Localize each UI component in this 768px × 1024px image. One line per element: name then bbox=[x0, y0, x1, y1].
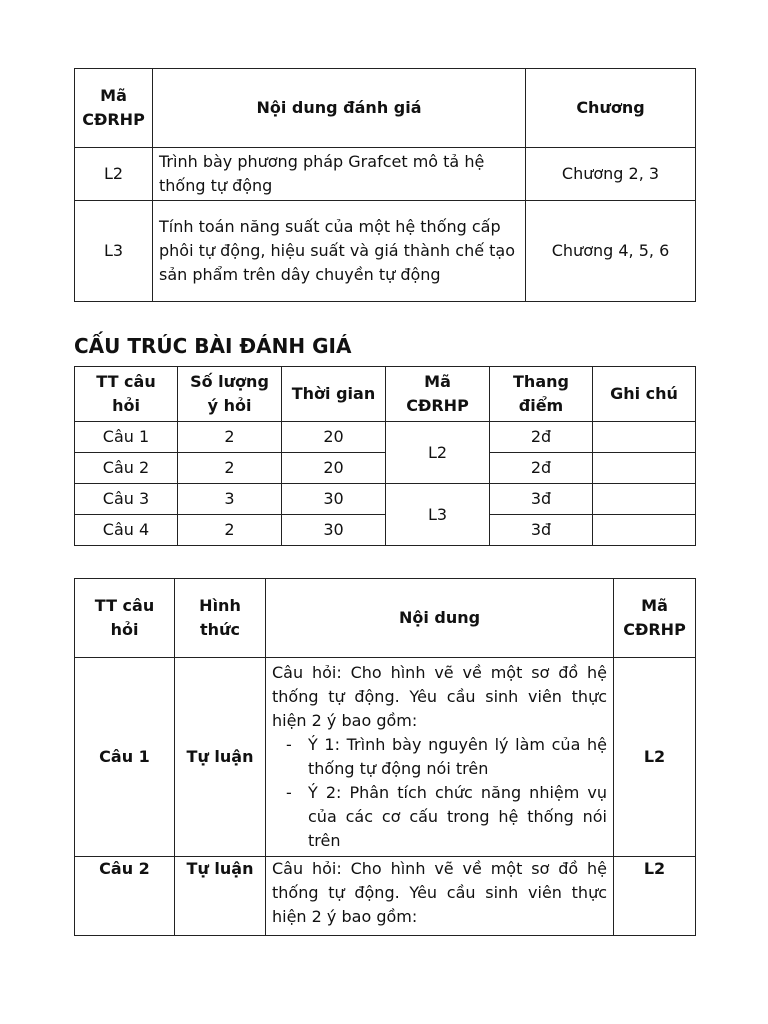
cell-question: Câu 2 bbox=[75, 453, 178, 484]
header-note: Ghi chú bbox=[593, 367, 696, 422]
cell-question: Câu 3 bbox=[75, 484, 178, 515]
cell-form: Tự luận bbox=[175, 658, 266, 857]
cell-code: L2 bbox=[614, 857, 696, 936]
cell-question: Câu 1 bbox=[75, 658, 175, 857]
table-row bbox=[75, 422, 696, 453]
header-chapter: Chương bbox=[526, 69, 696, 148]
header-code: Mã CĐRHP bbox=[386, 367, 490, 422]
cell-count: 2 bbox=[178, 453, 282, 484]
header-count: Số lượng ý hỏi bbox=[178, 367, 282, 422]
table-row bbox=[75, 148, 696, 201]
cell-form: Tự luận bbox=[175, 857, 266, 936]
cell-time: 20 bbox=[282, 453, 386, 484]
question-text: Câu hỏi: Cho hình vẽ về một sơ đồ hệ thống tự động. Yêu cầu sinh viên thực hiện 2 ý bao gồm: bbox=[272, 859, 607, 926]
cell-count: 2 bbox=[178, 515, 282, 546]
cell-question: Câu 2 bbox=[75, 857, 175, 936]
cell-note bbox=[593, 515, 696, 546]
cell-count: 3 bbox=[178, 484, 282, 515]
list-item: - Ý 2: Phân tích chức năng nhiệm vụ của các cơ cấu trong hệ thống nói trên bbox=[308, 781, 607, 853]
cell-question: Câu 4 bbox=[75, 515, 178, 546]
cell-content bbox=[266, 658, 614, 857]
cell-note bbox=[593, 453, 696, 484]
cell-score: 3đ bbox=[490, 515, 593, 546]
header-score: Thang điểm bbox=[490, 367, 593, 422]
cell-chapter: Chương 4, 5, 6 bbox=[526, 201, 696, 302]
cell-count: 2 bbox=[178, 422, 282, 453]
header-question: TT câu hỏi bbox=[75, 579, 175, 658]
header-content: Nội dung đánh giá bbox=[153, 69, 526, 148]
cell-time: 30 bbox=[282, 515, 386, 546]
cell-code: L2 bbox=[75, 148, 153, 201]
table-row bbox=[75, 453, 696, 484]
section-title: CẤU TRÚC BÀI ĐÁNH GIÁ bbox=[74, 334, 352, 358]
question-detail-table bbox=[74, 578, 696, 936]
cell-content: Trình bày phương pháp Grafcet mô tả hệ thống tự động bbox=[153, 148, 526, 201]
cell-chapter: Chương 2, 3 bbox=[526, 148, 696, 201]
list-item: - Ý 1: Trình bày nguyên lý làm của hệ thống tự động nói trên bbox=[308, 733, 607, 781]
cell-question: Câu 1 bbox=[75, 422, 178, 453]
table-row bbox=[75, 515, 696, 546]
header-code: Mã CĐRHP bbox=[614, 579, 696, 658]
table-row bbox=[75, 857, 696, 936]
table-row bbox=[75, 201, 696, 302]
cell-code: L3 bbox=[75, 201, 153, 302]
cell-time: 30 bbox=[282, 484, 386, 515]
cell-score: 2đ bbox=[490, 422, 593, 453]
cell-content: Tính toán năng suất của một hệ thống cấp phôi tự động, hiệu suất và giá thành chế tạo sản phẩm trên dây chuyền tự động bbox=[153, 201, 526, 302]
header-question: TT câu hỏi bbox=[75, 367, 178, 422]
cell-time: 20 bbox=[282, 422, 386, 453]
header-code: Mã CĐRHP bbox=[75, 69, 153, 148]
table-row bbox=[75, 658, 696, 857]
header-content: Nội dung bbox=[266, 579, 614, 658]
structure-table bbox=[74, 366, 696, 546]
cell-content bbox=[266, 857, 614, 936]
cell-score: 3đ bbox=[490, 484, 593, 515]
cell-code: L3 bbox=[386, 484, 490, 546]
header-form: Hình thức bbox=[175, 579, 266, 658]
outcomes-table bbox=[74, 68, 696, 302]
header-time: Thời gian bbox=[282, 367, 386, 422]
question-text: Câu hỏi: Cho hình vẽ về một sơ đồ hệ thống tự động. Yêu cầu sinh viên thực hiện 2 ý bao gồm: bbox=[272, 663, 607, 730]
cell-note bbox=[593, 484, 696, 515]
cell-code: L2 bbox=[614, 658, 696, 857]
cell-score: 2đ bbox=[490, 453, 593, 484]
table-row bbox=[75, 484, 696, 515]
sub-items-list bbox=[272, 733, 607, 853]
cell-note bbox=[593, 422, 696, 453]
cell-code: L2 bbox=[386, 422, 490, 484]
